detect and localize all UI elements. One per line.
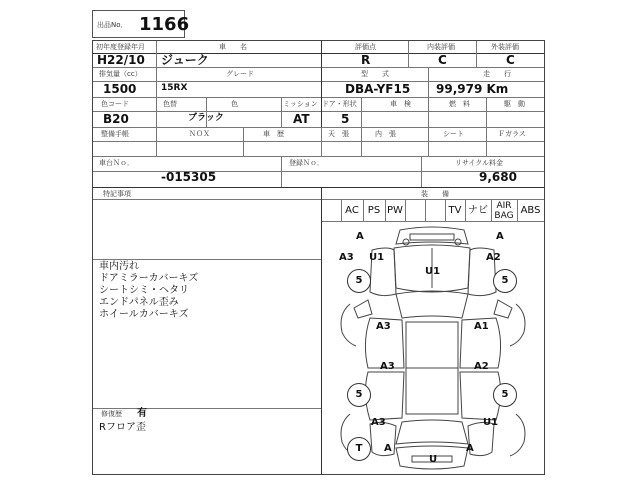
doors-value: 5 (341, 112, 350, 126)
tire-marker: T (347, 437, 371, 461)
inspection-label: 車 検 (390, 100, 411, 108)
damage-code: A3 (376, 321, 391, 332)
remarks-list (99, 261, 319, 321)
remark-item: ドアミラーカバーキズ (99, 273, 199, 284)
roof-label: 天 張 (328, 130, 349, 138)
divider (321, 127, 322, 157)
divider (93, 156, 544, 157)
divider (486, 97, 487, 127)
remark-item: エンドパネル歪み (99, 297, 179, 308)
wheel-marker: 5 (347, 269, 371, 293)
equip-ac: AC (345, 205, 359, 216)
chassis-no-value: -015305 (161, 170, 217, 184)
eval-score-value: R (361, 53, 371, 67)
divider (281, 97, 282, 127)
grade-label: グレード (226, 70, 254, 78)
divider (321, 41, 322, 127)
divider (361, 97, 362, 127)
divider (93, 67, 544, 68)
equipment-label: 装 備 (421, 190, 449, 198)
damage-code: A3 (339, 252, 354, 263)
damage-code: A (466, 443, 474, 454)
recycle-fee-value: 9,680 (479, 170, 517, 184)
interior-label: 内 張 (375, 130, 396, 138)
f-glass-label: Ｆガラス (498, 130, 526, 138)
nox-label: ＮＯＸ (189, 130, 210, 138)
color-code-value: B20 (103, 112, 129, 126)
color-label: 色 (231, 100, 238, 108)
divider (156, 67, 157, 127)
damage-code: A (384, 443, 392, 454)
seat-label: シート (443, 130, 464, 138)
model-label: 型 式 (361, 70, 389, 78)
damage-code: U1 (425, 266, 441, 277)
divider (93, 199, 321, 200)
damage-code: A2 (474, 361, 489, 372)
divider (321, 199, 544, 200)
divider (93, 141, 544, 142)
equip-navi: ナビ (468, 205, 488, 216)
divider (93, 97, 544, 98)
reg-no-label: 登録Ｎｏ． (289, 159, 324, 167)
divider (156, 41, 157, 67)
exterior-eval-label: 外装評価 (491, 43, 519, 51)
mileage-label: 走 行 (483, 70, 511, 78)
divider (156, 127, 157, 157)
interior-eval-label: 内装評価 (427, 43, 455, 51)
divider (425, 199, 426, 221)
divider (361, 127, 362, 157)
divider (428, 97, 429, 127)
mission-value: AT (293, 112, 310, 126)
damage-code: A1 (474, 321, 489, 332)
divider (93, 187, 544, 188)
divider (428, 67, 429, 97)
grade-value: 15RX (161, 83, 188, 93)
inspection-sheet (92, 40, 545, 475)
fuel-label: 燃 料 (449, 100, 470, 108)
equip-ps: PS (367, 205, 381, 216)
divider (421, 156, 422, 187)
divider (281, 156, 282, 187)
divider (93, 408, 321, 409)
wheel-marker: 5 (347, 383, 371, 407)
chassis-no-label: 車台Ｎｏ． (99, 159, 134, 167)
color-code-label: 色コード (101, 100, 129, 108)
equip-pw: PW (387, 205, 403, 216)
model-value: DBA-YF15 (345, 82, 411, 96)
damage-code: A3 (380, 361, 395, 372)
color-value: ブラック (188, 113, 224, 123)
divider (243, 127, 244, 157)
repair-note: Rフロア歪 (99, 422, 146, 433)
exterior-eval-value: C (506, 53, 515, 67)
car-name-value: ジューク (161, 53, 209, 67)
divider (428, 127, 429, 157)
remarks-label: 特記事項 (103, 190, 131, 198)
first-reg-value: H22/10 (97, 53, 145, 67)
damage-code: U1 (483, 417, 499, 428)
divider (93, 259, 321, 260)
history-label: 車 歴 (263, 130, 284, 138)
damage-code: A (356, 231, 364, 242)
lot-number-label: 出品No． (97, 21, 128, 29)
mileage-value: 99,979 Km (436, 82, 509, 96)
divider (486, 127, 487, 157)
interior-eval-value: C (438, 53, 447, 67)
lot-number-box (92, 10, 190, 38)
divider (405, 199, 406, 221)
remark-item: 車内汚れ (99, 261, 139, 272)
car-name-label: 車 名 (219, 43, 247, 51)
drive-label: 駆 動 (504, 100, 525, 108)
door-shape-label: ドア・形状 (322, 100, 357, 108)
divider (93, 127, 544, 128)
repair-history-label: 修復歴 (101, 410, 122, 418)
damage-code: A2 (486, 252, 501, 263)
remark-item: ホイールカバーキズ (99, 309, 189, 320)
damage-code: A (496, 231, 504, 242)
color-change-label: 色替 (163, 100, 177, 108)
divider (408, 41, 409, 67)
repair-history-value: 有 (137, 408, 147, 419)
wheel-marker: 5 (493, 383, 517, 407)
equip-airbag: AIR BAG (494, 201, 514, 221)
damage-code: U1 (369, 252, 385, 263)
lot-number: 1166 (139, 14, 190, 35)
equip-tv: TV (448, 205, 462, 216)
divider (93, 111, 544, 112)
recycle-fee-label: リサイクル料金 (455, 159, 504, 167)
damage-code: A3 (371, 417, 386, 428)
divider (476, 41, 477, 67)
displacement-value: 1500 (103, 82, 137, 96)
eval-score-label: 評価点 (355, 43, 376, 51)
damage-code: U (429, 454, 438, 465)
equip-abs: ABS (520, 205, 541, 216)
wheel-marker: 5 (493, 269, 517, 293)
displacement-label: 排気量（cc） (99, 70, 142, 78)
mission-label: ミッション (283, 100, 318, 108)
remark-item: シートシミ・ヘタリ (99, 285, 189, 296)
first-reg-label: 初年度登録年月 (96, 43, 145, 51)
maintenance-label: 整備手帳 (101, 130, 129, 138)
